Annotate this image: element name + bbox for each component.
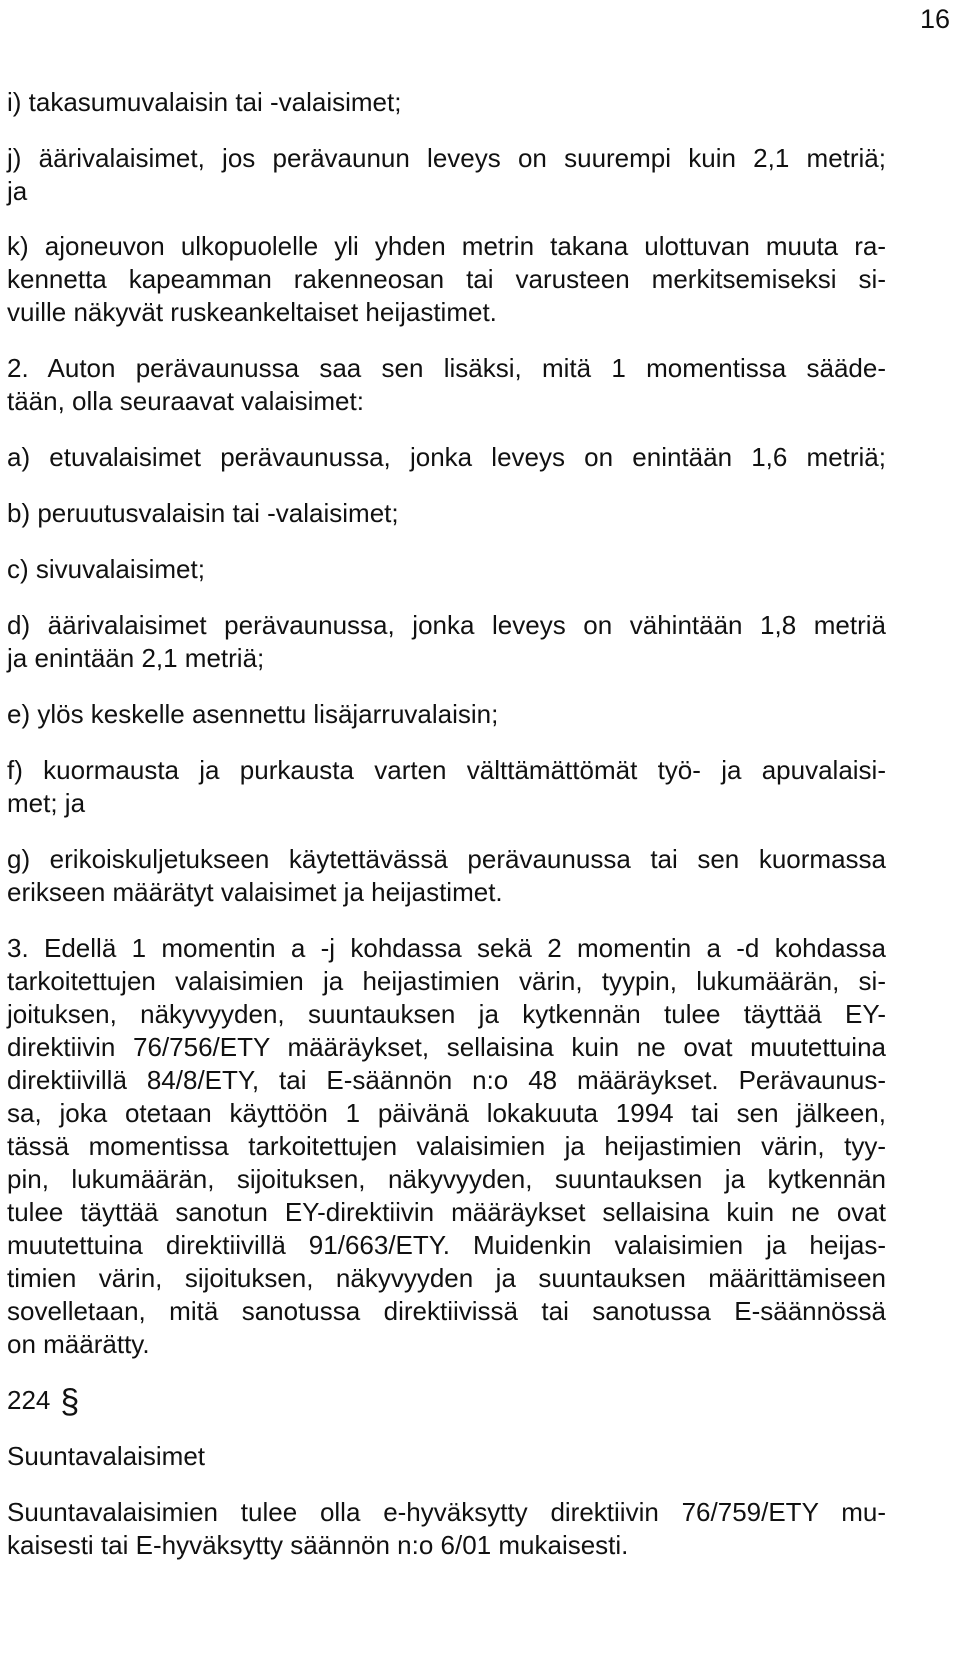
item-d-line-1: d) äärivalaisimet perävaunussa, jonka leveys on vähintään 1,8 metriä [7,610,886,640]
section-sign: § [60,1383,80,1421]
paragraph-3-line-5: direktiivillä 84/8/ETY, tai E-säännön n:o 48 määräykset. Perävaunus- [7,1065,886,1095]
paragraph-3-line-1: 3. Edellä 1 momentin a -j kohdassa sekä 2 momentin a -d kohdassa [7,933,886,963]
paragraph-2-line-2: tään, olla seuraavat valaisimet: [7,386,364,416]
item-d-line-2: ja enintään 2,1 metriä; [7,643,265,673]
paragraph-3-line-2: tarkoitettujen valaisimien ja heijastimien värin, tyypin, lukumäärän, si- [7,966,886,996]
paragraph-3-line-3: joituksen, näkyvyyden, suuntauksen ja kytkennän tulee täyttää EY- [7,999,886,1029]
item-k-line-3: vuille näkyvät ruskeankeltaiset heijastimet. [7,297,497,327]
section-224-line-2: kaisesti tai E-hyväksytty säännön n:o 6/01 mukaisesti. [7,1530,629,1560]
paragraph-3-line-9: tulee täyttää sanotun EY-direktiivin määräykset sellaisina kuin ne ovat [7,1197,886,1227]
item-b-line-1: b) peruutusvalaisin tai -valaisimet; [7,498,399,528]
item-j-line-2: ja [7,176,28,206]
paragraph-2-line-1: 2. Auton perävaunussa saa sen lisäksi, mitä 1 momentissa sääde- [7,353,886,383]
item-f-line-2: met; ja [7,788,86,818]
paragraph-3-line-13: on määrätty. [7,1329,150,1359]
paragraph-3-line-7: tässä momentissa tarkoitettujen valaisimien ja heijastimien värin, tyy- [7,1131,886,1161]
section-224-line-1: Suuntavalaisimien tulee olla e-hyväksytty direktiivin 76/759/ETY mu- [7,1497,886,1527]
section-heading [7,1384,79,1419]
item-a-line-1: a) etuvalaisimet perävaunussa, jonka leveys on enintään 1,6 metriä; [7,442,886,472]
paragraph-3-line-12: sovelletaan, mitä sanotussa direktiivissä tai sanotussa E-säännössä [7,1296,886,1326]
paragraph-3-line-10: muutettuina direktiivillä 91/663/ETY. Muidenkin valaisimien ja heijas- [7,1230,886,1260]
section-title: Suuntavalaisimet [7,1441,205,1471]
paragraph-3-line-11: timien värin, sijoituksen, näkyvyyden ja suuntauksen määrittämiseen [7,1263,886,1293]
paragraph-3-line-6: sa, joka otetaan käyttöön 1 päivänä lokakuuta 1994 tai sen jälkeen, [7,1098,886,1128]
paragraph-3-line-4: direktiivin 76/756/ETY määräykset, sellaisina kuin ne ovat muutettuina [7,1032,886,1062]
page-number: 16 [919,4,950,34]
item-g-line-1: g) erikoiskuljetukseen käytettävässä perävaunussa tai sen kuormassa [7,844,886,874]
section-number: 224 [7,1385,51,1415]
item-f-line-1: f) kuormausta ja purkausta varten välttämättömät työ- ja apuvalaisi- [7,755,886,785]
item-c-line-1: c) sivuvalaisimet; [7,554,205,584]
item-e-line-1: e) ylös keskelle asennettu lisäjarruvalaisin; [7,699,499,729]
item-k-line-1: k) ajoneuvon ulkopuolelle yli yhden metrin takana ulottuvan muuta ra- [7,231,886,261]
item-g-line-2: erikseen määrätyt valaisimet ja heijastimet. [7,877,503,907]
item-i-line-1: i) takasumuvalaisin tai -valaisimet; [7,87,402,117]
paragraph-3-line-8: pin, lukumäärän, sijoituksen, näkyvyyden, suuntauksen ja kytkennän [7,1164,886,1194]
item-j-line-1: j) äärivalaisimet, jos perävaunun leveys on suurempi kuin 2,1 metriä; [7,143,886,173]
item-k-line-2: kennetta kapeamman rakenneosan tai varusteen merkitsemiseksi si- [7,264,886,294]
